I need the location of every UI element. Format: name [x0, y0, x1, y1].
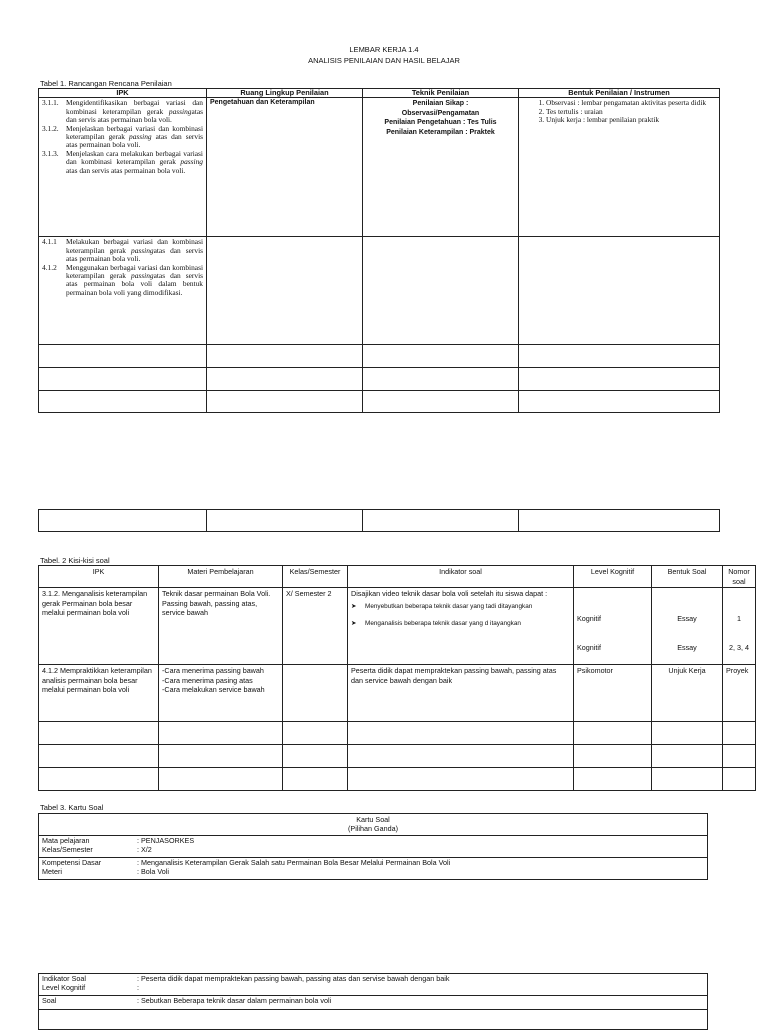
- empty-cell: [348, 745, 574, 768]
- empty-cell: [519, 368, 720, 391]
- empty-cell: [574, 745, 652, 768]
- level-value: Kognitif: [577, 614, 601, 623]
- question-card-table: [38, 813, 708, 880]
- bentuk-penilaian-cell: [519, 98, 720, 237]
- empty-cell: [39, 345, 207, 368]
- empty-cell: [723, 722, 756, 745]
- card-field: Kelas/Semester : X/2: [42, 844, 152, 854]
- card-title-cell: [39, 814, 708, 836]
- col-header-materi: Materi Pembelajaran: [159, 566, 283, 588]
- card-field-cell: [39, 996, 708, 1010]
- card-field-cell: [39, 836, 708, 858]
- col-header-bentuk: Bentuk Soal: [652, 566, 723, 588]
- empty-cell: [519, 345, 720, 368]
- empty-cell: [363, 368, 519, 391]
- col-header-indikator: Indikator soal: [348, 566, 574, 588]
- empty-cell: [283, 768, 348, 791]
- indikator-cell: [348, 588, 574, 665]
- ipk-cell: 4.1.2 Mempraktikkan keterampilan analisis permainan bola besar melalui permainan bola voli: [39, 665, 159, 722]
- empty-cell: [363, 510, 519, 532]
- col-header-ipk: IPK: [39, 89, 207, 98]
- empty-cell: [159, 722, 283, 745]
- card-field: Kompetensi Dasar : Menganalisis Keterampilan Gerak Salah satu Permainan Bola Besar Melalui Permainan Bola Voli: [42, 858, 451, 867]
- col-header-level: Level Kognitif: [574, 566, 652, 588]
- empty-cell: [207, 345, 363, 368]
- empty-cell: [207, 368, 363, 391]
- title-line-1: LEMBAR KERJA 1.4: [349, 45, 419, 54]
- empty-cell: [363, 237, 519, 345]
- table1-caption: Tabel 1. Rancangan Rencana Penilaian: [40, 79, 172, 88]
- bentuk-value: Essay: [677, 614, 697, 623]
- card-field: Indikator Soal : Peserta didik dapat mempraktekan passing bawah, passing atas dan servise bawah dengan baik: [42, 974, 450, 983]
- materi-cell: Teknik dasar permainan Bola Voli. Passing bawah, passing atas, service bawah: [159, 588, 283, 665]
- empty-cell: [39, 722, 159, 745]
- materi-cell: [159, 665, 283, 722]
- empty-cell: [207, 510, 363, 532]
- empty-cell: [348, 722, 574, 745]
- indikator-bullet: ➤ Menyebutkan beberapa teknik dasar yang tadi ditayangkan: [351, 602, 533, 610]
- empty-cell: [39, 510, 207, 532]
- card-field: Mata pelajaran : PENJASORKES: [42, 836, 195, 845]
- materi-line: -Cara menerima passing bawah: [162, 666, 264, 675]
- empty-cell: [159, 745, 283, 768]
- document-title: [0, 44, 768, 66]
- teknik-penilaian-cell: [363, 98, 519, 237]
- bentuk-item: 1. Observasi : lembar pengamatan aktivitas peserta didik: [546, 99, 716, 107]
- ruang-lingkup-cell: Pengetahuan dan Keterampilan: [207, 98, 363, 237]
- empty-cell: [363, 391, 519, 413]
- empty-cell: [574, 722, 652, 745]
- empty-cell: [363, 345, 519, 368]
- teknik-line: Penilaian Sikap :: [412, 100, 469, 108]
- ipk-cell: 3.1.2. Menganalisis keterampilan gerak Permainan bola besar melalui permainan bola voli: [39, 588, 159, 665]
- empty-cell: [723, 768, 756, 791]
- question-detail-table: [38, 973, 708, 1030]
- nomor-cell: [723, 588, 756, 665]
- empty-cell: [652, 745, 723, 768]
- ipk-item: 3.1.1. Mengidentifikasikan berbagai variasi dan kombinasi keterampilan gerak passingatas dan servis atas permainan bola voli.: [42, 98, 203, 125]
- table2-caption: Tabel. 2 Kisi-kisi soal: [40, 556, 110, 565]
- card-title: Kartu Soal: [356, 815, 390, 824]
- col-header-ruang: Ruang Lingkup Penilaian: [207, 89, 363, 98]
- ipk-cell-3: [39, 98, 207, 237]
- title-line-2: ANALISIS PENILAIAN DAN HASIL BELAJAR: [308, 56, 460, 65]
- arrow-bullet-icon: ➤: [351, 619, 357, 627]
- level-cell: Psikomotor: [574, 665, 652, 722]
- col-header-ipk: IPK: [39, 566, 159, 588]
- card-field: Soal : Sebutkan Beberapa teknik dasar dalam permainan bola voli: [42, 996, 332, 1005]
- empty-cell: [39, 1010, 708, 1030]
- nomor-cell: Proyek: [723, 665, 756, 722]
- nomor-value: 2, 3, 4: [729, 642, 749, 652]
- bentuk-value: Essay: [677, 642, 697, 652]
- table3-caption: Tabel 3. Kartu Soal: [40, 803, 104, 812]
- empty-cell: [723, 745, 756, 768]
- teknik-line: Penilaian Keterampilan : Praktek: [386, 128, 495, 136]
- empty-cell: [207, 237, 363, 345]
- empty-cell: [519, 510, 720, 532]
- bentuk-cell: Unjuk Kerja: [652, 665, 723, 722]
- ipk-cell-4: [39, 237, 207, 345]
- card-field-cell: [39, 974, 708, 996]
- ipk-item: 3.1.2. Menjelaskan berbagai variasi dan kombinasi keterampilan gerak passing atas dan servis atas permainan bola voli.: [42, 123, 203, 150]
- empty-cell: [652, 722, 723, 745]
- teknik-line: Penilaian Pengetahuan : Tes Tulis: [384, 119, 497, 127]
- empty-cell: [348, 768, 574, 791]
- arrow-bullet-icon: ➤: [351, 602, 357, 610]
- empty-cell: [207, 391, 363, 413]
- ipk-item: 4.1.2 Menggunakan berbagai variasi dan kombinasi keterampilan gerak passingatas dan servis atas permainan bola voli dalam bentuk permainan bola voli yang dimodifikasi.: [42, 262, 203, 297]
- empty-cell: [39, 391, 207, 413]
- materi-line: -Cara menerima pasing atas: [162, 675, 253, 685]
- bentuk-item: 2. Tes tertulis : uraian: [546, 108, 716, 116]
- question-grid-table: [38, 565, 756, 791]
- assessment-plan-table: [38, 88, 720, 413]
- level-value: Kognitif: [577, 642, 601, 652]
- empty-cell: [283, 745, 348, 768]
- indikator-cell: Peserta didik dapat mempraktekan passing bawah, passing atas dan service bawah dengan baik: [348, 665, 574, 722]
- teknik-line: Observasi/Pengamatan: [401, 109, 480, 117]
- empty-cell: [39, 768, 159, 791]
- bentuk-item: 3. Unjuk kerja : lembar penilaian praktik: [546, 116, 716, 124]
- indikator-intro: Disajikan video teknik dasar bola voli setelah itu siswa dapat :: [351, 589, 548, 598]
- kelas-cell: X/ Semester 2: [283, 588, 348, 665]
- empty-cell: [519, 237, 720, 345]
- col-header-teknik: Teknik Penilaian: [363, 89, 519, 98]
- empty-cell: [652, 768, 723, 791]
- card-field: Level Kognitif :: [42, 982, 139, 992]
- extra-empty-row: [38, 509, 720, 532]
- empty-cell: [519, 391, 720, 413]
- empty-cell: [283, 722, 348, 745]
- nomor-value: 1: [737, 614, 741, 623]
- indikator-bullet: ➤ Menganalisis beberapa teknik dasar yang d itayangkan: [351, 619, 521, 627]
- empty-cell: [39, 368, 207, 391]
- col-header-kelas: Kelas/Semester: [283, 566, 348, 588]
- card-field: Meteri : Bola Voli: [42, 866, 169, 876]
- card-field-cell: [39, 858, 708, 880]
- bentuk-cell: [652, 588, 723, 665]
- card-subtitle: (Pilihan Ganda): [348, 824, 398, 833]
- materi-line: -Cara melakukan service bawah: [162, 685, 265, 694]
- empty-cell: [283, 665, 348, 722]
- col-header-bentuk: Bentuk Penilaian / Instrumen: [519, 89, 720, 98]
- empty-cell: [39, 745, 159, 768]
- empty-cell: [574, 768, 652, 791]
- ipk-item: 4.1.1 Melakukan berbagai variasi dan kombinasi keterampilan gerak passingatas dan servis atas permainan bola voli.: [42, 237, 203, 264]
- empty-cell: [159, 768, 283, 791]
- col-header-nomor: Nomor soal: [723, 566, 756, 588]
- level-cell: [574, 588, 652, 665]
- ipk-item: 3.1.3. Menjelaskan cara melakukan berbagai variasi dan kombinasi keterampilan gerak passing atas dan servis atas permainan bola voli.: [42, 148, 203, 175]
